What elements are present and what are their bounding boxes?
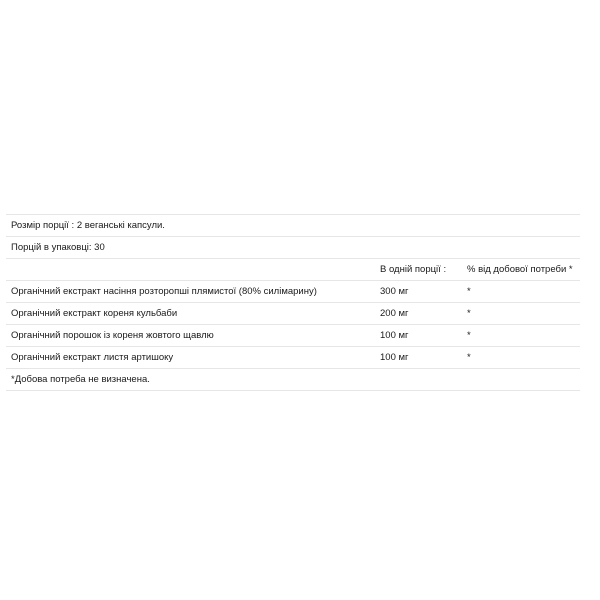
header-empty-cell	[6, 259, 375, 281]
serving-size-row	[6, 215, 580, 237]
ingredient-amount: 300 мг	[375, 281, 462, 303]
table-row	[6, 347, 580, 369]
ingredient-name: Органічний екстракт кореня кульбаби	[6, 303, 375, 325]
ingredient-name: Органічний екстракт листя артишоку	[6, 347, 375, 369]
servings-per-container-row	[6, 237, 580, 259]
footnote-text: *Добова потреба не визначена.	[6, 369, 580, 391]
ingredient-amount: 100 мг	[375, 347, 462, 369]
footnote-row	[6, 369, 580, 391]
header-amount-per-serving: В одній порції :	[375, 259, 462, 281]
table-row	[6, 325, 580, 347]
ingredient-amount: 100 мг	[375, 325, 462, 347]
table-row	[6, 303, 580, 325]
ingredient-name: Органічний екстракт насіння розторопші плямистої (80% силімарину)	[6, 281, 375, 303]
supplement-facts-table	[6, 214, 580, 391]
ingredient-daily-value: *	[462, 303, 580, 325]
ingredient-daily-value: *	[462, 347, 580, 369]
ingredient-name: Органічний порошок із кореня жовтого щавлю	[6, 325, 375, 347]
table-row	[6, 281, 580, 303]
ingredient-daily-value: *	[462, 281, 580, 303]
ingredient-amount: 200 мг	[375, 303, 462, 325]
header-daily-value: % від добової потреби *	[462, 259, 580, 281]
serving-size-text: Розмір порції : 2 веганські капсули.	[6, 215, 580, 237]
ingredient-daily-value: *	[462, 325, 580, 347]
table-header-row	[6, 259, 580, 281]
servings-per-container-text: Порцій в упаковці: 30	[6, 237, 580, 259]
